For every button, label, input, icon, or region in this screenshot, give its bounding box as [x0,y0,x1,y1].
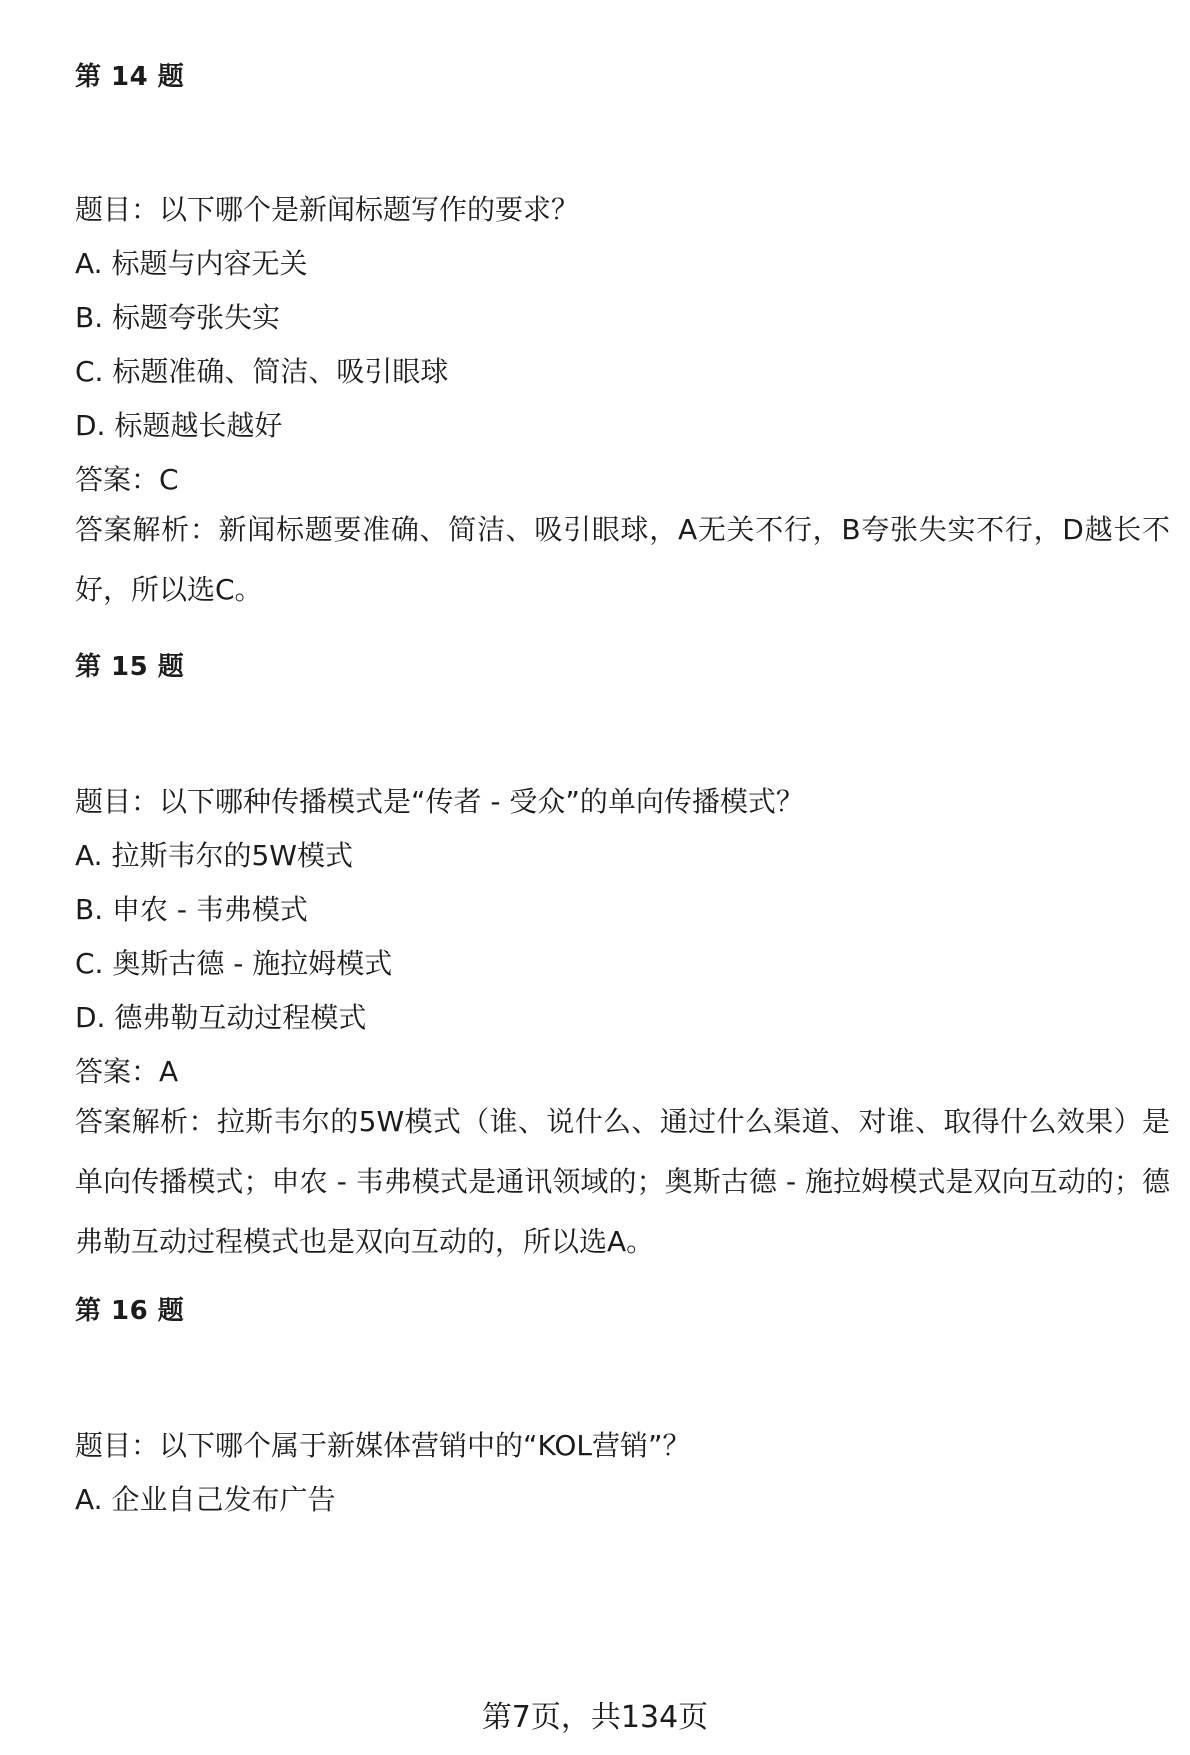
question-heading: 第 15 题 [75,652,185,682]
question-text: 题目：以下哪个是新闻标题写作的要求？ [75,193,580,226]
option-d: D. 德弗勒互动过程模式 [75,1001,367,1034]
answer-explanation: 答案解析：拉斯韦尔的5W模式（谁、说什么、通过什么渠道、对谁、取得什么效果）是单向传播模式；申农 - 韦弗模式是通讯领域的；奥斯古德 - 施拉姆模式是双向互动的；德弗勒互动过程模式也是双向互动的，所以选A。 [75,1105,1170,1258]
option-c: C. 奥斯古德 - 施拉姆模式 [75,947,393,980]
page-number-footer: 第7页，共134页 [481,1700,709,1735]
question-text: 题目：以下哪个属于新媒体营销中的“KOL营销”？ [75,1429,691,1462]
option-b: B. 申农 - 韦弗模式 [75,893,308,926]
option-a: A. 企业自己发布广告 [75,1483,336,1516]
question-heading: 第 14 题 [75,62,185,92]
answer: 答案：A [75,1055,179,1088]
question-heading: 第 16 题 [75,1296,185,1326]
answer-explanation: 答案解析：新闻标题要准确、简洁、吸引眼球，A无关不行，B夸张失实不行，D越长不好，所以选C。 [75,513,1170,606]
option-a: A. 拉斯韦尔的5W模式 [75,839,353,872]
option-d: D. 标题越长越好 [75,409,283,442]
answer: 答案：C [75,463,179,496]
option-a: A. 标题与内容无关 [75,247,308,280]
option-b: B. 标题夸张失实 [75,301,281,334]
option-c: C. 标题准确、简洁、吸引眼球 [75,355,449,388]
question-text: 题目：以下哪种传播模式是“传者 - 受众”的单向传播模式？ [75,785,804,818]
